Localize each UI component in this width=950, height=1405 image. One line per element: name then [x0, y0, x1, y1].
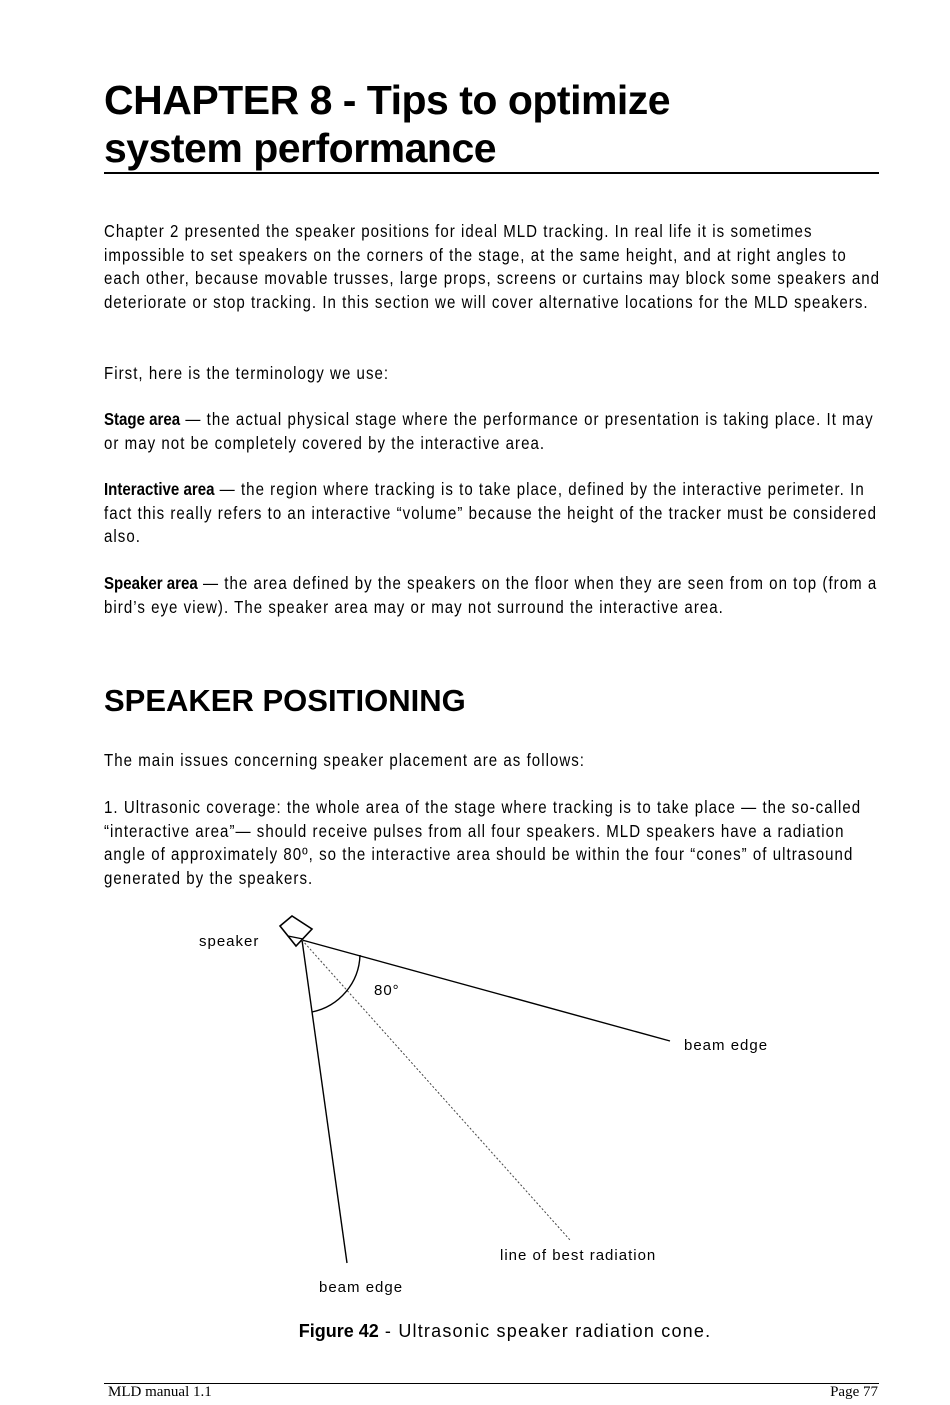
footer-rule	[104, 1383, 879, 1384]
definition-term: Interactive area	[104, 479, 215, 499]
definition-text: — the actual physical stage where the performance or presentation is taking place. It may or may not be completely covered by the interactive area.	[104, 409, 874, 453]
footer-page-number: Page 77	[830, 1384, 878, 1400]
figure-caption-label: Figure 42	[298, 1321, 379, 1341]
definition-text: — the area defined by the speakers on the floor when they are seen from on top (from a bird’s eye view). The speaker area may or may not surround the interactive area.	[104, 573, 878, 617]
chapter-title-line-1: CHAPTER 8 - Tips to optimize	[104, 77, 671, 123]
definition-term: Stage area	[104, 409, 181, 429]
angle-arc	[312, 955, 360, 1012]
chapter-title	[104, 76, 880, 172]
definition-term: Speaker area	[104, 573, 198, 593]
definition-stage-area	[104, 408, 884, 455]
radiation-cone-diagram	[0, 900, 950, 1320]
beam-edge-right-line	[302, 940, 670, 1041]
definition-interactive-area	[104, 478, 884, 549]
footer-manual-name: MLD manual 1.1	[108, 1384, 212, 1400]
definition-text: — the region where tracking is to take place, defined by the interactive perimeter. In fact this really refers to an interactive “volume” because the height of the tracker must be considered also.	[104, 479, 878, 546]
beam-edge-bottom-label: beam edge	[319, 1279, 404, 1296]
figure-caption-text: - Ultrasonic speaker radiation cone.	[378, 1321, 712, 1341]
issue-item-1: 1. Ultrasonic coverage: the whole area of the stage where tracking is to take place — the so-called “interactive area”— should receive pulses from all four speakers. MLD speakers have a radiation angle of approximately 80º, so the interactive area should be within the four “cones” of ultrasound generated by the speakers.	[104, 797, 862, 888]
best-radiation-label: line of best radiation	[500, 1247, 657, 1264]
definition-speaker-area	[104, 572, 884, 619]
chapter-title-line-2: system performance	[104, 125, 497, 171]
beam-edge-bottom-line	[302, 940, 347, 1263]
beam-edge-right-label: beam edge	[684, 1037, 769, 1054]
section-lead: The main issues concerning speaker placement are as follows:	[104, 750, 586, 770]
intro-paragraph: Chapter 2 presented the speaker positions for ideal MLD tracking. In real life it is sometimes impossible to set speakers on the corners of the stage, at the same height, and at right angles to each other, because movable trusses, large props, screens or curtains may block some speakers and deteriorate or stop tracking. In this section we will cover alternative locations for the MLD speakers.	[104, 221, 881, 312]
section-heading: SPEAKER POSITIONING	[104, 683, 466, 718]
speaker-label: speaker	[199, 933, 260, 950]
best-radiation-line	[302, 940, 570, 1240]
figure-caption	[0, 1321, 950, 1342]
chapter-title-rule	[104, 172, 879, 174]
terminology-lead: First, here is the terminology we use:	[104, 363, 390, 383]
angle-label: 80°	[374, 982, 400, 999]
